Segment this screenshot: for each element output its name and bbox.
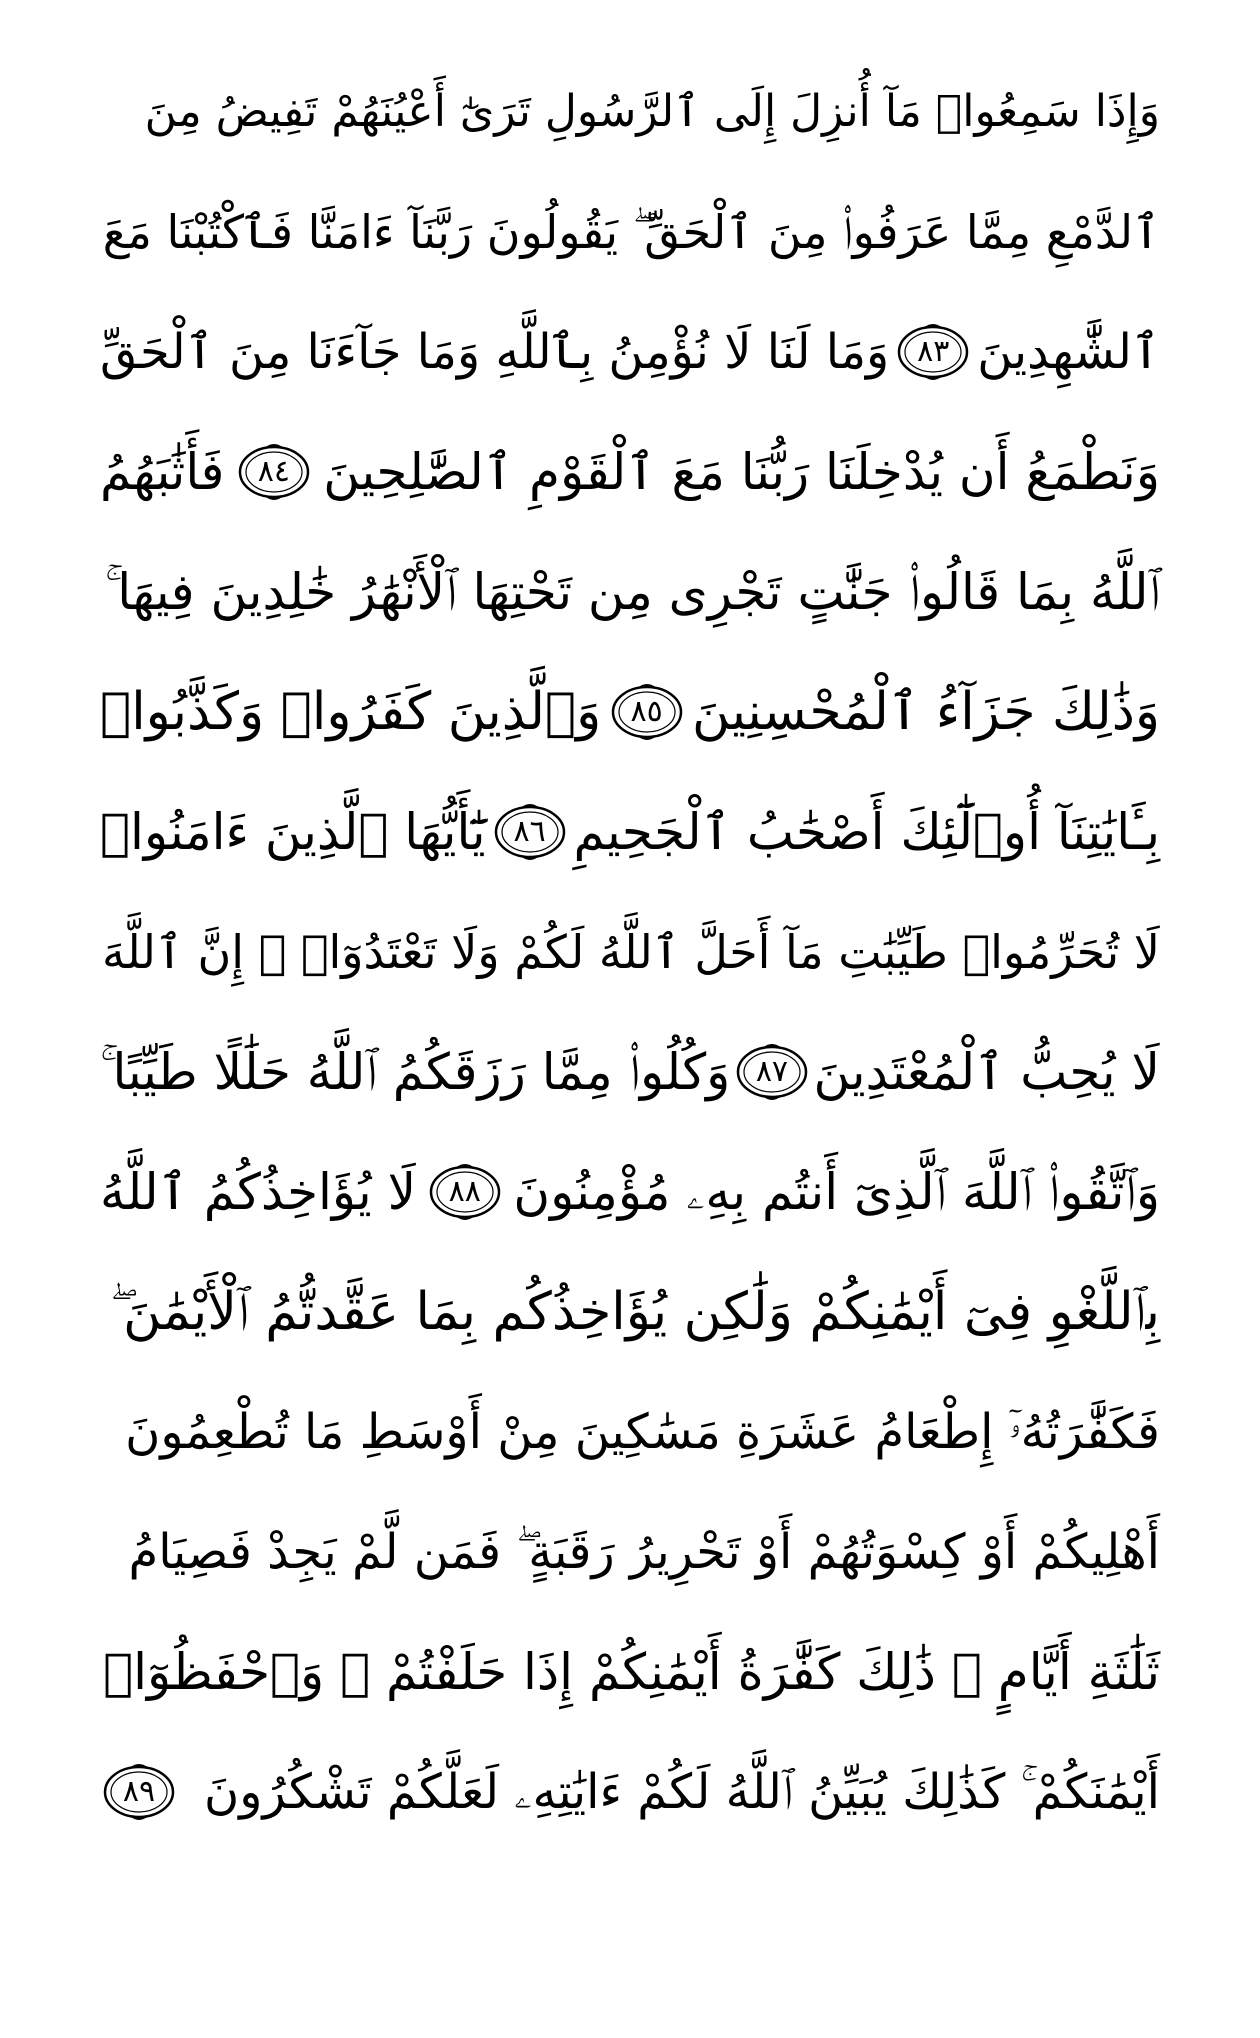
verse-text: وَإِذَا سَمِعُوا۟ مَآ أُنزِلَ إِلَى ٱلرَّسُولِ تَرَىٰٓ أَعْيُنَهُمْ تَفِيضُ مِنَ	[144, 86, 1160, 137]
verse-text: ٱلشَّٰهِدِينَ	[977, 324, 1160, 380]
text-line-10	[100, 1132, 1160, 1252]
verse-text: وَمَا لَنَا لَا نُؤْمِنُ بِٱللَّهِ وَمَا جَآءَنَا مِنَ ٱلْحَقِّ	[100, 324, 890, 380]
text-line-8	[100, 892, 1160, 1012]
ayah-number: ٨٥	[630, 694, 663, 729]
text-line-6	[100, 652, 1160, 772]
verse-text: أَيْمَٰنَكُمْ ۚ كَذَٰلِكَ يُبَيِّنُ ٱللَّهُ لَكُمْ ءَايَٰتِهِۦ لَعَلَّكُمْ تَشْكُرُونَ	[204, 1764, 1160, 1820]
text-line-5	[100, 532, 1160, 652]
text-line-13	[100, 1492, 1160, 1612]
verse-text: وَكُلُوا۟ مِمَّا رَزَقَكُمُ ٱللَّهُ حَلَٰلًا طَيِّبًا ۚ	[100, 1043, 731, 1101]
verse-text: فَكَفَّٰرَتُهُۥٓ إِطْعَامُ عَشَرَةِ مَسَٰكِينَ مِنْ أَوْسَطِ مَا تُطْعِمُونَ	[125, 1404, 1160, 1460]
verse-text: وَٱلَّذِينَ كَفَرُوا۟ وَكَذَّبُوا۟	[100, 682, 602, 742]
ayah-marker-86	[491, 803, 569, 861]
verse-text: يَٰٓأَيُّهَا ٱلَّذِينَ ءَامَنُوا۟	[100, 803, 486, 861]
ayah-marker-87	[733, 1043, 811, 1101]
verse-text: أَهْلِيكُمْ أَوْ كِسْوَتُهُمْ أَوْ تَحْرِيرُ رَقَبَةٍ ۖ فَمَن لَّمْ يَجِدْ فَصِيَامُ	[128, 1524, 1160, 1580]
text-line-12	[100, 1372, 1160, 1492]
ayah-marker-83	[894, 323, 972, 381]
ayah-marker-88	[426, 1163, 504, 1221]
verse-text: ثَلَٰثَةِ أَيَّامٍ ۚ ذَٰلِكَ كَفَّٰرَةُ أَيْمَٰنِكُمْ إِذَا حَلَفْتُمْ ۚ وَٱحْفَظُوٓا۟	[103, 1643, 1160, 1701]
ayah-number: ٨٣	[917, 334, 950, 369]
verse-text: لَا يُحِبُّ ٱلْمُعْتَدِينَ	[813, 1043, 1160, 1101]
verse-text: بِٱللَّغْوِ فِىٓ أَيْمَٰنِكُمْ وَلَٰكِن يُؤَاخِذُكُم بِمَا عَقَّدتُّمُ ٱلْأَيْمَٰنَ ۖ	[110, 1282, 1160, 1342]
text-line-3	[100, 292, 1160, 412]
text-line-14	[100, 1612, 1160, 1732]
verse-text: بِـَٔايَٰتِنَآ أُو۟لَٰٓئِكَ أَصْحَٰبُ ٱلْجَحِيمِ	[573, 803, 1160, 861]
text-line-15	[100, 1732, 1160, 1852]
verse-text: فَأَثَٰبَهُمُ	[100, 443, 225, 501]
verse-text: لَا يُؤَاخِذُكُمُ ٱللَّهُ	[100, 1163, 417, 1221]
ayah-marker-85	[608, 683, 686, 741]
ayah-number: ٨٨	[448, 1174, 481, 1209]
verse-text: وَذَٰلِكَ جَزَآءُ ٱلْمُحْسِنِينَ	[691, 682, 1160, 742]
verse-text: وَٱتَّقُوا۟ ٱللَّهَ ٱلَّذِىٓ أَنتُم بِهِۦ مُؤْمِنُونَ	[513, 1163, 1160, 1221]
text-line-2	[100, 172, 1160, 292]
text-line-9	[100, 1012, 1160, 1132]
ayah-marker-89	[100, 1763, 178, 1821]
ayah-number: ٨٧	[755, 1054, 789, 1089]
text-line-11	[100, 1252, 1160, 1372]
verse-text: لَا تُحَرِّمُوا۟ طَيِّبَٰتِ مَآ أَحَلَّ ٱللَّهُ لَكُمْ وَلَا تَعْتَدُوٓا۟ ۚ إِنَّ ٱللَّهَ	[102, 925, 1160, 979]
ayah-marker-84	[235, 443, 313, 501]
verse-text: ٱللَّهُ بِمَا قَالُوا۟ جَنَّٰتٍ تَجْرِى مِن تَحْتِهَا ٱلْأَنْهَٰرُ خَٰلِدِينَ فِيهَا ۚ	[104, 563, 1160, 621]
verse-text: ٱلدَّمْعِ مِمَّا عَرَفُوا۟ مِنَ ٱلْحَقِّ ۖ يَقُولُونَ رَبَّنَآ ءَامَنَّا فَٱكْتُبْنَا مَعَ	[102, 205, 1160, 259]
text-line-1	[100, 52, 1160, 172]
verse-text: وَنَطْمَعُ أَن يُدْخِلَنَا رَبُّنَا مَعَ ٱلْقَوْمِ ٱلصَّٰلِحِينَ	[323, 443, 1160, 501]
ayah-number: ٨٩	[122, 1774, 156, 1809]
text-line-4	[100, 412, 1160, 532]
text-line-7	[100, 772, 1160, 892]
ayah-number: ٨٦	[513, 814, 546, 849]
ayah-number: ٨٤	[257, 454, 290, 489]
